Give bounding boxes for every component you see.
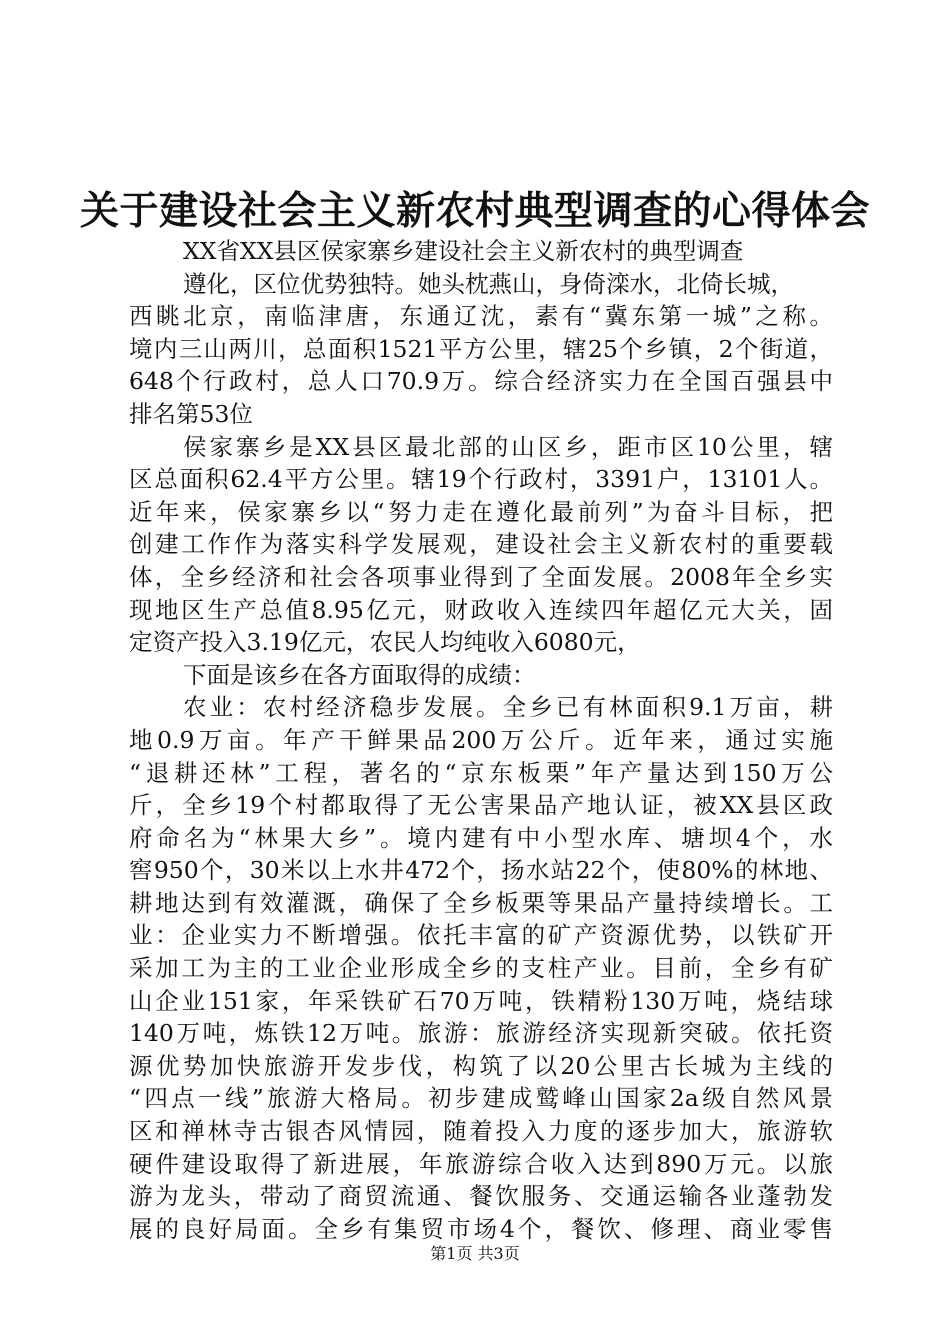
text-line: 展的良好局面。全乡有集贸市场4个，餐饮、修理、商业零售 xyxy=(129,1214,833,1243)
text-line: 游为龙头，带动了商贸流通、餐饮服务、交通运输各业蓬勃发 xyxy=(129,1182,833,1211)
text-line: 现地区生产总值8.95亿元，财政收入连续四年超亿元大关，固 xyxy=(129,595,833,624)
text-line: 近年来，侯家寨乡以“努力走在遵化最前列”为奋斗目标，把 xyxy=(129,497,833,526)
text-line: 农业：农村经济稳步发展。全乡已有林面积9.1万亩，耕 xyxy=(183,693,833,722)
text-line: 定资产投入3.19亿元，农民人均纯收入6080元， xyxy=(129,628,641,657)
text-line: 排名第53位 xyxy=(129,399,253,428)
text-line: 体，全乡经济和社会各项事业得到了全面发展。2008年全乡实 xyxy=(129,562,833,591)
text-line: 斤，全乡19个村都取得了无公害果品产地认证，被XX县区政 xyxy=(129,791,833,820)
text-line: 140万吨，炼铁12万吨。旅游：旅游经济实现新突破。依托资 xyxy=(129,1019,833,1048)
text-line: 创建工作作为落实科学发展观，建设社会主义新农村的重要载 xyxy=(129,530,833,559)
text-line: “退耕还林”工程，著名的“京东板栗”年产量达到150万公 xyxy=(129,758,833,787)
document-body xyxy=(129,235,833,1245)
text-line: 西眺北京，南临津唐，东通辽沈，素有“冀东第一城”之称。 xyxy=(129,302,833,331)
text-line: 648个行政村，总人口70.9万。综合经济实力在全国百强县中 xyxy=(129,367,833,396)
text-line: “四点一线”旅游大格局。初步建成鹫峰山国家2a级自然风景 xyxy=(129,1084,833,1113)
text-line: 耕地达到有效灌溉，确保了全乡板栗等果品产量持续增长。工 xyxy=(129,888,833,917)
text-line: 硬件建设取得了新进展，年旅游综合收入达到890万元。以旅 xyxy=(129,1149,833,1178)
text-line: XX省XX县区侯家寨乡建设社会主义新农村的典型调查 xyxy=(183,237,744,265)
page-footer: 第1页 共3页 xyxy=(430,1244,520,1263)
text-line: 境内三山两川，总面积1521平方公里，辖25个乡镇，2个街道， xyxy=(129,334,833,363)
page-title: 关于建设社会主义新农村典型调查的心得体会 xyxy=(79,189,870,234)
text-line: 区和禅林寺古银杏风情园，随着投入力度的逐步加大，旅游软 xyxy=(129,1117,833,1146)
text-line: 业：企业实力不断增强。依托丰富的矿产资源优势，以铁矿开 xyxy=(129,921,833,950)
text-line: 采加工为主的工业企业形成全乡的支柱产业。目前，全乡有矿 xyxy=(129,954,833,983)
text-line: 窖950个，30米以上水井472个，扬水站22个，使80%的林地、 xyxy=(129,856,833,885)
text-line: 地0.9万亩。年产干鲜果品200万公斤。近年来，通过实施 xyxy=(129,725,833,754)
text-line: 侯家寨乡是XX县区最北部的山区乡，距市区10公里，辖 xyxy=(183,432,833,461)
text-line: 府命名为“林果大乡”。境内建有中小型水库、塘坝4个，水 xyxy=(129,823,833,852)
text-line: 区总面积62.4平方公里。辖19个行政村，3391户，13101人。 xyxy=(129,465,833,494)
text-line: 下面是该乡在各方面取得的成绩： xyxy=(183,660,536,689)
text-line: 遵化，区位优势独特。她头枕燕山，身倚滦水，北倚长城， xyxy=(183,269,794,298)
text-line: 源优势加快旅游开发步伐，构筑了以20公里古长城为主线的 xyxy=(129,1051,833,1080)
text-line: 山企业151家，年采铁矿石70万吨，铁精粉130万吨，烧结球 xyxy=(129,986,833,1015)
